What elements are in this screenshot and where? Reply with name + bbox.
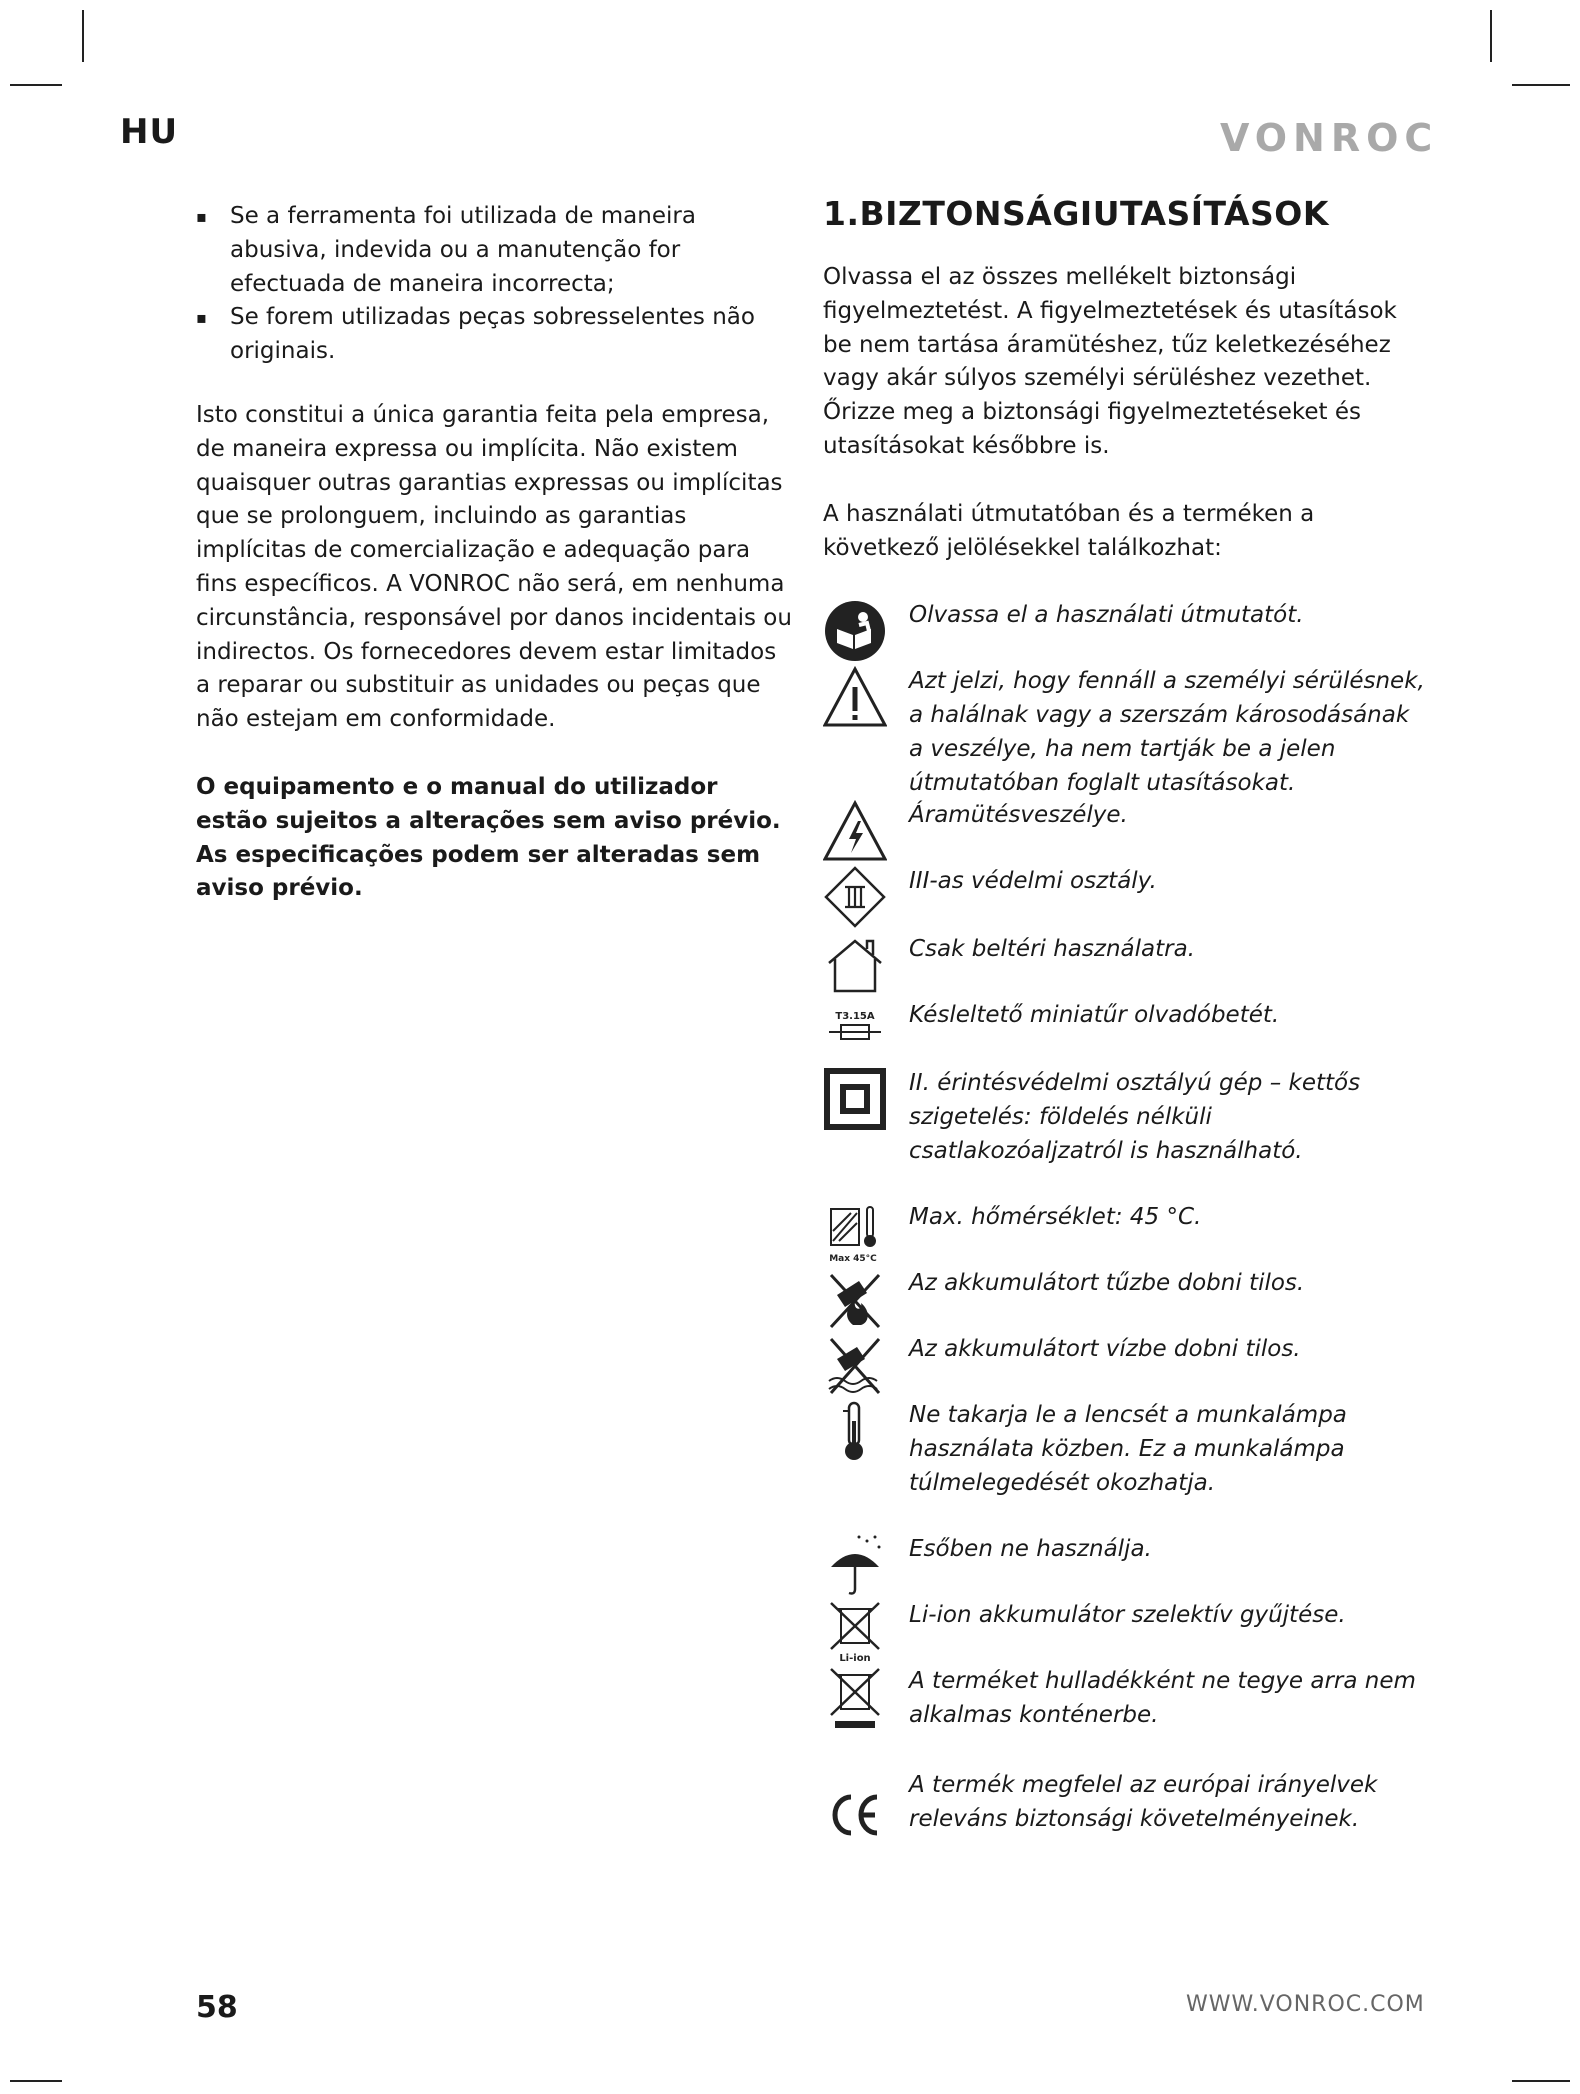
crop-mark (10, 84, 62, 86)
symbol-text: III-as védelmi osztály. (909, 868, 1157, 895)
indoor-house-icon (823, 933, 887, 997)
symbol-text: Azt jelzi, hogy fennáll a személyi sérülésnek, a halálnak vagy a szerszám károsodásának a veszélye, ha nem tartják be a jelen útmutatóban foglalt utasításokat. (909, 668, 1425, 796)
crop-mark (10, 2080, 62, 2082)
fuse-icon (823, 999, 887, 1063)
thermometer-icon (823, 1399, 887, 1463)
symbol-text: Késleltető miniatűr olvadóbetét. (909, 1002, 1280, 1029)
symbol-text: Max. hőmérséklet: 45 °C. (909, 1204, 1202, 1231)
footer-url: WWW.VONROC.COM (1186, 1992, 1425, 2017)
crop-mark (82, 10, 84, 62)
page-number: 58 (196, 1990, 238, 2025)
read-manual-icon (823, 599, 887, 663)
symbol-text: Az akkumulátort tűzbe dobni tilos. (909, 1270, 1305, 1297)
fuse-label: T3.15A (835, 1011, 875, 1023)
rain-umbrella-icon (823, 1533, 887, 1597)
left-column (196, 200, 796, 906)
symbol-text: II. érintésvédelmi osztályú gép – kettős szigetelés: földelés nélküli csatlakozóaljzatról is használható. (909, 1070, 1361, 1164)
symbol-text: Csak beltéri használatra. (909, 936, 1195, 963)
crop-mark (1512, 2080, 1570, 2082)
no-fire-battery-icon (823, 1267, 887, 1331)
double-insulation-icon (823, 1067, 887, 1131)
max-temp-icon (823, 1201, 887, 1265)
right-column (823, 194, 1425, 1833)
symbol-text: A terméket hulladékként ne tegye arra nem alkalmas konténerbe. (909, 1668, 1416, 1729)
symbol-text: Az akkumulátort vízbe dobni tilos. (909, 1336, 1301, 1363)
section-heading: 1.BIZTONSÁGIUTASÍTÁSOK (823, 194, 1329, 233)
symbol-text: Li-ion akkumulátor szelektív gyűjtése. (909, 1602, 1346, 1629)
language-code: HU (120, 112, 179, 152)
li-ion-label: Li-ion (839, 1653, 871, 1664)
symbols-intro: A használati útmutatóban és a terméken a következő jelölésekkel találkozhat: (823, 500, 1315, 561)
li-ion-recycle-icon (823, 1599, 887, 1663)
symbol-text: Áramütésveszélye. (909, 802, 1128, 829)
bullet-list (196, 200, 796, 369)
symbol-text: Olvassa el a használati útmutatót. (909, 602, 1304, 629)
weee-bin-icon (823, 1665, 887, 1729)
no-water-battery-icon (823, 1333, 887, 1397)
crop-mark (1512, 84, 1570, 86)
change-notice: O equipamento e o manual do utilizador estão sujeitos a alterações sem aviso prévio. As especificações podem ser alteradas sem aviso prévio. (196, 773, 781, 902)
symbol-text: Ne takarja le a lencsét a munkalámpa használata közben. Ez a munkalámpa túlmelegedését okozhatja. (909, 1402, 1347, 1496)
electric-shock-icon (823, 799, 887, 863)
intro-paragraph: Olvassa el az összes mellékelt biztonsági figyelmeztetést. A figyelmeztetések és utasítások be nem tartása áramütéshez, tűz keletkezéséhez vagy akár súlyos személyi sérüléshez vezethet. Őrizze meg a biztonsági figyelmeztetéseket és utasításokat későbbre is. (823, 264, 1397, 459)
brand-logo: VONROC (1220, 116, 1439, 160)
bullet-item: ▪ Se forem utilizadas peças sobresselentes não originais. (196, 301, 796, 369)
warning-triangle-icon (823, 665, 887, 729)
bullet-item: ▪ Se a ferramenta foi utilizada de maneira abusiva, indevida ou a manutenção for efectuada de maneira incorrecta; (196, 200, 796, 301)
symbol-text: Esőben ne használja. (909, 1536, 1152, 1563)
ce-mark-icon (823, 1783, 887, 1847)
crop-mark (1490, 10, 1492, 62)
warranty-paragraph: Isto constitui a única garantia feita pela empresa, de maneira expressa ou implícita. Não existem quaisquer outras garantias expressas ou implícitas que se prolonguem, incluindo as garantias implícitas de comercialização e adequação para fins específicos. A VONROC não será, em nenhuma circunstância, responsável por danos incidentais ou indirectos. Os fornecedores devem estar limitados a reparar ou substituir as unidades ou peças que não estejam em conformidade. (196, 401, 792, 733)
symbol-text: A termék megfelel az európai irányelvek releváns biztonsági követelményeinek. (909, 1772, 1378, 1833)
class-iii-icon (823, 865, 887, 929)
max-temp-label: Max 45°C (829, 1254, 877, 1265)
